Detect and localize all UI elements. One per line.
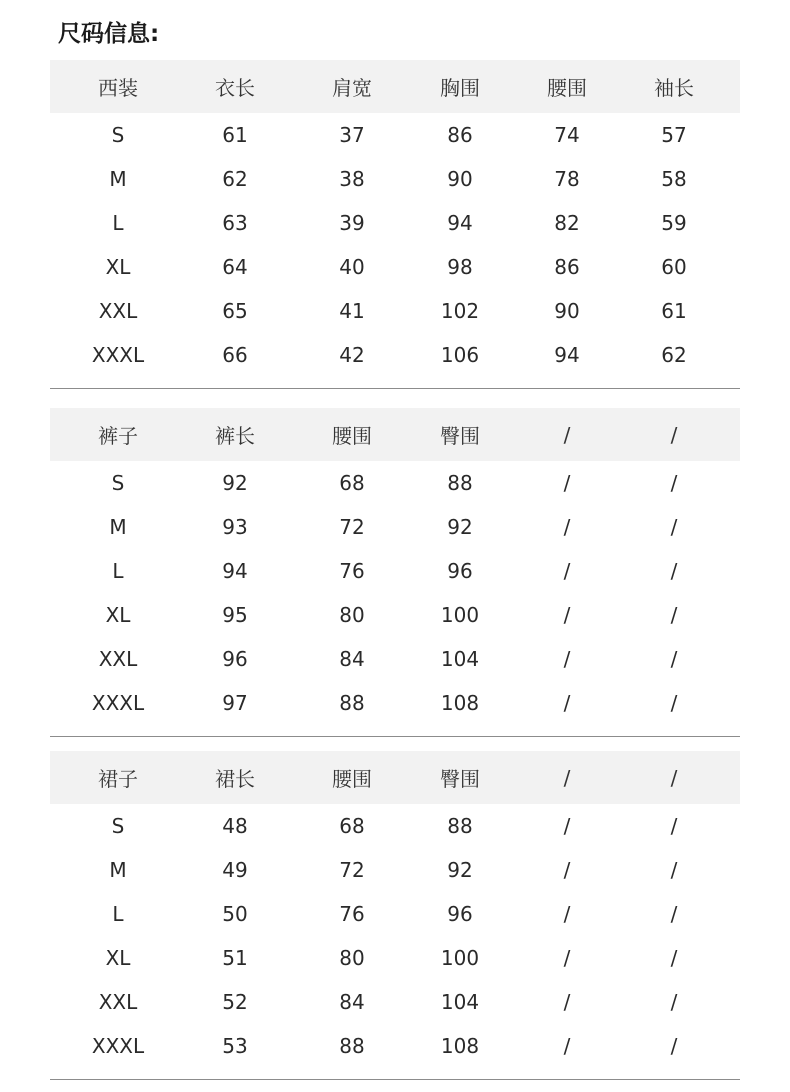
size-label-cell: M: [109, 167, 127, 191]
table-divider: [50, 388, 740, 389]
table-row: [50, 113, 740, 157]
measurement-cell: /: [563, 471, 571, 495]
table-row: [50, 1024, 740, 1068]
measurement-cell: /: [563, 858, 571, 882]
skirt-size-table: [50, 751, 740, 1080]
header-cell: 裤子: [98, 424, 138, 448]
size-label-cell: S: [111, 471, 125, 495]
measurement-cell: 42: [339, 343, 365, 367]
measurement-cell: /: [670, 990, 678, 1014]
page-title: 尺码信息:: [58, 21, 160, 47]
size-label-cell: L: [112, 559, 124, 583]
header-cell: 袖长: [654, 76, 694, 100]
measurement-cell: 52: [222, 990, 248, 1014]
measurement-cell: 104: [440, 990, 480, 1014]
measurement-cell: 96: [447, 559, 473, 583]
header-cell: 腰围: [332, 767, 372, 791]
size-label-cell: XXXL: [91, 343, 145, 367]
measurement-cell: 90: [554, 299, 580, 323]
measurement-cell: 60: [661, 255, 687, 279]
table-row: [50, 892, 740, 936]
measurement-cell: 95: [222, 603, 248, 627]
measurement-cell: 58: [661, 167, 687, 191]
size-label-cell: M: [109, 515, 127, 539]
size-label-cell: XL: [105, 603, 131, 627]
table-row: [50, 333, 740, 377]
table-divider: [50, 1079, 740, 1080]
measurement-cell: 62: [222, 167, 248, 191]
measurement-cell: /: [670, 858, 678, 882]
table-row: [50, 804, 740, 848]
measurement-cell: 84: [339, 990, 365, 1014]
measurement-cell: 76: [339, 902, 365, 926]
table-row: [50, 461, 740, 505]
measurement-cell: 61: [222, 123, 248, 147]
measurement-cell: 88: [339, 1034, 365, 1058]
measurement-cell: 59: [661, 211, 687, 235]
measurement-cell: 92: [447, 515, 473, 539]
measurement-cell: 80: [339, 603, 365, 627]
measurement-cell: /: [563, 515, 571, 539]
measurement-cell: /: [670, 559, 678, 583]
header-cell: 裤长: [215, 424, 255, 448]
measurement-cell: 39: [339, 211, 365, 235]
measurement-cell: 94: [222, 559, 248, 583]
measurement-cell: 68: [339, 471, 365, 495]
header-cell: 腰围: [547, 76, 587, 100]
table-header-row: [50, 751, 740, 804]
measurement-cell: 96: [447, 902, 473, 926]
table-row: [50, 848, 740, 892]
measurement-cell: 94: [447, 211, 473, 235]
measurement-cell: 88: [339, 691, 365, 715]
measurement-cell: 86: [447, 123, 473, 147]
table-row: [50, 549, 740, 593]
measurement-cell: 72: [339, 515, 365, 539]
measurement-cell: 38: [339, 167, 365, 191]
size-label-cell: XL: [105, 255, 131, 279]
measurement-cell: 100: [440, 603, 480, 627]
measurement-cell: 97: [222, 691, 248, 715]
measurement-cell: /: [563, 946, 571, 970]
pants-size-table: [50, 408, 740, 737]
measurement-cell: 86: [554, 255, 580, 279]
measurement-cell: 80: [339, 946, 365, 970]
measurement-cell: 93: [222, 515, 248, 539]
measurement-cell: 68: [339, 814, 365, 838]
measurement-cell: /: [563, 990, 571, 1014]
measurement-cell: /: [670, 515, 678, 539]
measurement-cell: 82: [554, 211, 580, 235]
header-cell: 腰围: [332, 424, 372, 448]
measurement-cell: 48: [222, 814, 248, 838]
header-cell: 臀围: [440, 424, 480, 448]
header-cell: 裙子: [98, 767, 138, 791]
measurement-cell: /: [670, 902, 678, 926]
measurement-cell: /: [670, 691, 678, 715]
measurement-cell: /: [563, 647, 571, 671]
measurement-cell: 74: [554, 123, 580, 147]
measurement-cell: 61: [661, 299, 687, 323]
table-row: [50, 245, 740, 289]
table-row: [50, 593, 740, 637]
measurement-cell: 108: [440, 1034, 480, 1058]
size-label-cell: M: [109, 858, 127, 882]
table-row: [50, 637, 740, 681]
measurement-cell: /: [670, 647, 678, 671]
header-cell: 胸围: [440, 76, 480, 100]
measurement-cell: 96: [222, 647, 248, 671]
size-label-cell: S: [111, 814, 125, 838]
measurement-cell: 53: [222, 1034, 248, 1058]
size-label-cell: XXXL: [91, 691, 145, 715]
size-label-cell: L: [112, 211, 124, 235]
header-cell: /: [670, 765, 678, 790]
size-label-cell: S: [111, 123, 125, 147]
measurement-cell: 72: [339, 858, 365, 882]
header-cell: 衣长: [215, 76, 255, 100]
measurement-cell: 90: [447, 167, 473, 191]
size-label-cell: XL: [105, 946, 131, 970]
measurement-cell: 98: [447, 255, 473, 279]
measurement-cell: 62: [661, 343, 687, 367]
table-row: [50, 289, 740, 333]
suit-size-table: [50, 60, 740, 389]
measurement-cell: 41: [339, 299, 365, 323]
measurement-cell: /: [670, 1034, 678, 1058]
measurement-cell: 66: [222, 343, 248, 367]
measurement-cell: /: [563, 603, 571, 627]
measurement-cell: 65: [222, 299, 248, 323]
table-row: [50, 980, 740, 1024]
table-row: [50, 505, 740, 549]
table-row: [50, 201, 740, 245]
measurement-cell: 104: [440, 647, 480, 671]
size-label-cell: XXL: [98, 647, 138, 671]
table-row: [50, 681, 740, 725]
measurement-cell: 37: [339, 123, 365, 147]
header-cell: 肩宽: [332, 76, 372, 100]
measurement-cell: 92: [222, 471, 248, 495]
measurement-cell: 40: [339, 255, 365, 279]
table-header-row: [50, 60, 740, 113]
measurement-cell: /: [670, 946, 678, 970]
measurement-cell: 88: [447, 814, 473, 838]
measurement-cell: 63: [222, 211, 248, 235]
measurement-cell: /: [670, 471, 678, 495]
measurement-cell: 108: [440, 691, 480, 715]
table-header-row: [50, 408, 740, 461]
measurement-cell: 57: [661, 123, 687, 147]
measurement-cell: 50: [222, 902, 248, 926]
measurement-cell: /: [670, 814, 678, 838]
measurement-cell: 78: [554, 167, 580, 191]
header-cell: 臀围: [440, 767, 480, 791]
measurement-cell: 64: [222, 255, 248, 279]
measurement-cell: 49: [222, 858, 248, 882]
size-label-cell: XXL: [98, 299, 138, 323]
measurement-cell: /: [563, 1034, 571, 1058]
header-cell: 西装: [98, 76, 138, 100]
table-row: [50, 936, 740, 980]
measurement-cell: /: [563, 559, 571, 583]
measurement-cell: 76: [339, 559, 365, 583]
table-divider: [50, 736, 740, 737]
size-label-cell: L: [112, 902, 124, 926]
measurement-cell: /: [670, 603, 678, 627]
measurement-cell: 94: [554, 343, 580, 367]
measurement-cell: /: [563, 902, 571, 926]
size-label-cell: XXL: [98, 990, 138, 1014]
header-cell: /: [670, 422, 678, 447]
measurement-cell: 100: [440, 946, 480, 970]
header-cell: /: [563, 765, 571, 790]
table-row: [50, 157, 740, 201]
size-label-cell: XXXL: [91, 1034, 145, 1058]
measurement-cell: 106: [440, 343, 480, 367]
measurement-cell: 51: [222, 946, 248, 970]
measurement-cell: 92: [447, 858, 473, 882]
measurement-cell: /: [563, 814, 571, 838]
measurement-cell: 88: [447, 471, 473, 495]
header-cell: 裙长: [215, 767, 255, 791]
measurement-cell: /: [563, 691, 571, 715]
header-cell: /: [563, 422, 571, 447]
measurement-cell: 102: [440, 299, 480, 323]
measurement-cell: 84: [339, 647, 365, 671]
